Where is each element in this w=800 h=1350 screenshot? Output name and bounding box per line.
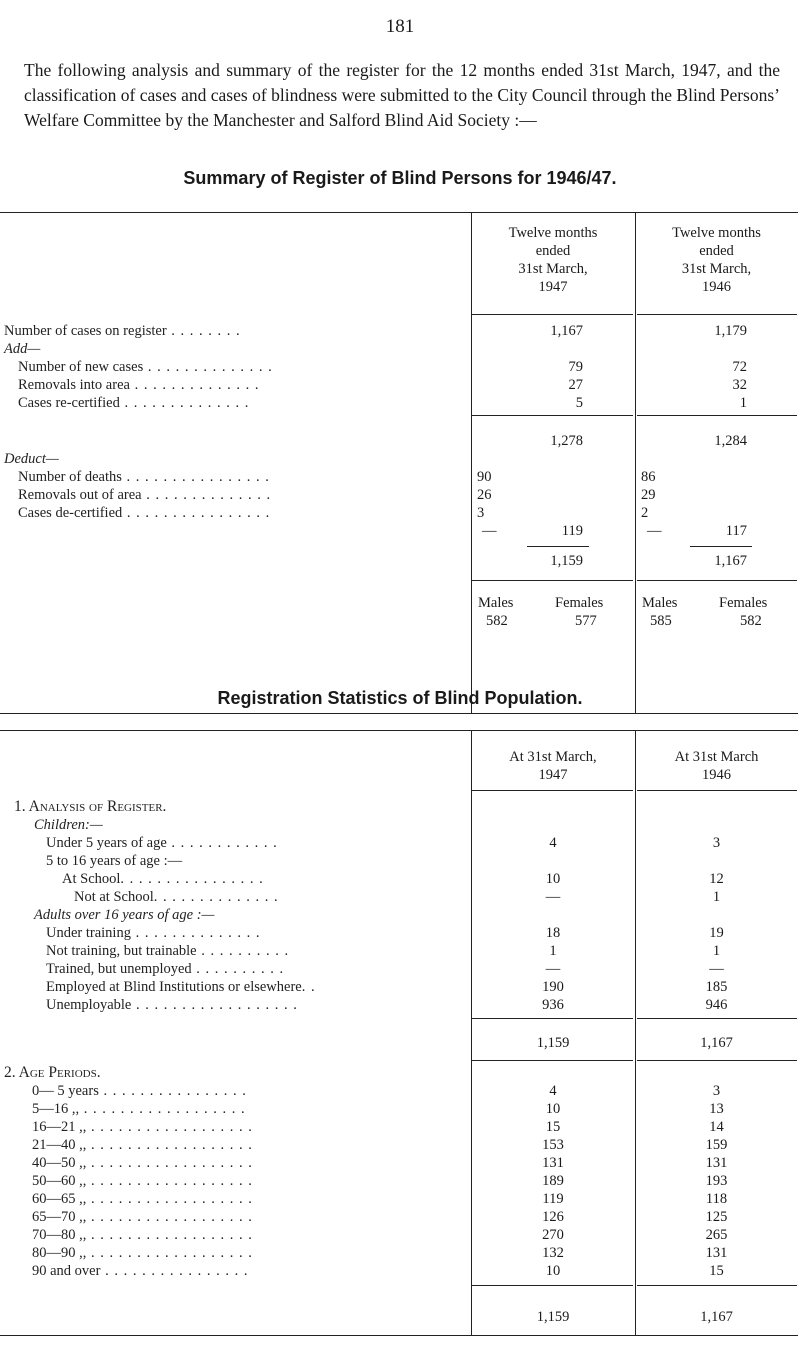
- add-row-1946: 1: [739, 395, 747, 411]
- age-row-label: 40—50 ,, . . . . . . . . . . . . . . . . . .: [32, 1155, 253, 1171]
- section2-rule-2: [637, 1060, 797, 1061]
- add-row-1947: 5: [575, 395, 583, 411]
- registration-col2-header: At 31st March 1946: [674, 749, 759, 783]
- add-label: Add—: [4, 341, 41, 357]
- registration-title: Registration Statistics of Blind Population.: [217, 688, 583, 708]
- total1-rule-1: [471, 1018, 633, 1019]
- adult-row-1946: 1: [712, 943, 721, 959]
- not-school-1946: 1: [712, 889, 721, 905]
- age-row-1947: 10: [545, 1263, 561, 1279]
- age-row-1947: 10: [545, 1101, 561, 1117]
- total-1946: 1,167: [714, 553, 747, 569]
- adult-row-label: Not training, but trainable . . . . . . . . . .: [46, 943, 290, 959]
- age-row-1947: 270: [542, 1227, 564, 1243]
- females-1947: 577: [575, 613, 597, 629]
- age-row-1947: 4: [549, 1083, 557, 1099]
- total1-1946: 1,167: [700, 1035, 733, 1051]
- deduct-label: Deduct—: [4, 451, 59, 467]
- add-row-label: Removals into area . . . . . . . . . . . . . .: [18, 377, 260, 393]
- summary-col2-header: Twelve months ended 31st March, 1946: [672, 225, 761, 295]
- adult-row-label: Unemployable . . . . . . . . . . . . . . . . . .: [46, 997, 298, 1013]
- add-row-1946: 32: [732, 377, 747, 393]
- under5-1947: 4: [549, 835, 557, 851]
- not-school-1947: —: [545, 889, 561, 905]
- deduct-row-1947: 3: [477, 505, 485, 521]
- add-row-1947: 27: [568, 377, 583, 393]
- males-1946: 585: [650, 613, 672, 629]
- age-row-label: 50—60 ,, . . . . . . . . . . . . . . . . . .: [32, 1173, 253, 1189]
- age-row-label: 0— 5 years . . . . . . . . . . . . . . . .: [32, 1083, 247, 1099]
- age-row-label: 65—70 ,, . . . . . . . . . . . . . . . . . .: [32, 1209, 253, 1225]
- adult-row-1946: 19: [709, 925, 724, 941]
- deduct-row-label: Cases de-certified . . . . . . . . . . . . . . . .: [18, 505, 271, 521]
- age-row-1946: 14: [709, 1119, 724, 1135]
- subtotal-1947: 1,278: [550, 433, 583, 449]
- deduct-row-label: Number of deaths . . . . . . . . . . . . . . . .: [18, 469, 270, 485]
- age-row-1947: 15: [545, 1119, 561, 1135]
- summary-title: Summary of Register of Blind Persons for 1946/47.: [183, 168, 617, 188]
- deduct-dash-1946: —: [647, 523, 662, 539]
- sex-header-males-1946: Males: [642, 595, 678, 611]
- deduct-row-1947: 90: [477, 469, 492, 485]
- age-row-1947: 131: [542, 1155, 564, 1171]
- summary-col1-header: Twelve months ended 31st March, 1947: [508, 225, 598, 295]
- males-1947: 582: [486, 613, 508, 629]
- total-1947: 1,159: [550, 553, 583, 569]
- at-school-label: At School. . . . . . . . . . . . . . . .: [62, 871, 264, 887]
- adult-row-1947: —: [545, 961, 561, 977]
- age-row-label: 80—90 ,, . . . . . . . . . . . . . . . . . .: [32, 1245, 253, 1261]
- adults-label: Adults over 16 years of age :—: [34, 907, 215, 923]
- deduct-row-1946: 86: [641, 469, 656, 485]
- section2-rule-1: [471, 1060, 633, 1061]
- total2-1946: 1,167: [700, 1309, 733, 1325]
- age-row-1946: 15: [709, 1263, 724, 1279]
- registration-top-rule: [0, 730, 798, 731]
- age-row-label: 60—65 ,, . . . . . . . . . . . . . . . . . .: [32, 1191, 253, 1207]
- females-1946: 582: [740, 613, 762, 629]
- at-school-1946: 12: [709, 871, 724, 887]
- age-row-1946: 265: [705, 1227, 728, 1243]
- under5-label: Under 5 years of age . . . . . . . . . . . .: [46, 835, 278, 851]
- register-label: Number of cases on register . . . . . . . .: [4, 323, 241, 339]
- adult-row-1946: —: [709, 961, 724, 977]
- age-row-1947: 119: [542, 1191, 564, 1207]
- register-1947: 1,167: [550, 323, 583, 339]
- add-row-1947: 79: [568, 359, 583, 375]
- under5-1946: 3: [712, 835, 721, 851]
- section2-title: 2. Age Periods.: [4, 1064, 101, 1081]
- age-row-1946: 125: [705, 1209, 728, 1225]
- age-row-1946: 13: [709, 1101, 724, 1117]
- add-row-label: Number of new cases . . . . . . . . . . . . . .: [18, 359, 273, 375]
- total2-rule-2: [637, 1285, 797, 1286]
- subtotal-1946: 1,284: [714, 433, 747, 449]
- adult-row-label: Employed at Blind Institutions or elsewhere. .: [46, 979, 316, 995]
- sex-header-males-1947: Males: [478, 595, 514, 611]
- sex-header-females-1946: Females: [719, 595, 768, 611]
- age-row-1947: 132: [542, 1245, 564, 1261]
- registration-header-rule-1: [471, 790, 633, 791]
- deduct-row-1947: 26: [477, 487, 492, 503]
- age-row-1946: 131: [705, 1245, 728, 1261]
- age-row-1946: 131: [705, 1155, 728, 1171]
- registration-bottom-rule: [0, 1335, 798, 1336]
- add-row-label: Cases re-certified . . . . . . . . . . . . . .: [18, 395, 250, 411]
- registration-col1-header: At 31st March, 1947: [509, 749, 597, 783]
- age-row-1946: 3: [712, 1083, 721, 1099]
- age-row-1947: 126: [542, 1209, 564, 1225]
- adult-row-label: Trained, but unemployed . . . . . . . . . .: [46, 961, 285, 977]
- adult-row-1947: 936: [542, 997, 564, 1013]
- add-row-1946: 72: [732, 359, 747, 375]
- at-school-1947: 10: [545, 871, 561, 887]
- total2-1947: 1,159: [536, 1309, 570, 1325]
- age5to16-label: 5 to 16 years of age :—: [46, 853, 183, 869]
- adult-row-1947: 190: [542, 979, 564, 995]
- total2-rule-1: [471, 1285, 633, 1286]
- intro-paragraph: The following analysis and summary of the register for the 12 months ended 31st March, 1947, and the classification of cases and cases of blindness were submitted to the City Council through the Blind Persons’ Welfare Committee by the Manchester and Salford Blind Aid Society :—: [24, 60, 780, 130]
- registration-header-rule-2: [637, 790, 797, 791]
- adult-row-1946: 946: [705, 997, 728, 1013]
- deduct-total-1946: 117: [725, 523, 747, 539]
- age-row-label: 5—16 ,, . . . . . . . . . . . . . . . . . .: [32, 1101, 246, 1117]
- age-row-1947: 189: [542, 1173, 564, 1189]
- age-row-1946: 193: [705, 1173, 728, 1189]
- deduct-row-1946: 29: [641, 487, 656, 503]
- not-school-label: Not at School. . . . . . . . . . . . . .: [74, 889, 279, 905]
- adult-row-1946: 185: [705, 979, 728, 995]
- age-row-1946: 159: [705, 1137, 728, 1153]
- register-1946: 1,179: [714, 323, 747, 339]
- deduct-dash-1947: —: [482, 523, 497, 539]
- section1-title: 1. Analysis of Register.: [14, 798, 167, 815]
- age-row-label: 70—80 ,, . . . . . . . . . . . . . . . . . .: [32, 1227, 253, 1243]
- age-row-label: 21—40 ,, . . . . . . . . . . . . . . . . . .: [32, 1137, 253, 1153]
- deduct-row-label: Removals out of area . . . . . . . . . . . . . .: [18, 487, 272, 503]
- age-row-1947: 153: [542, 1137, 564, 1153]
- adult-row-1947: 18: [545, 925, 561, 941]
- total1-rule-2: [637, 1018, 797, 1019]
- adult-row-1947: 1: [549, 943, 557, 959]
- deduct-row-1946: 2: [641, 505, 649, 521]
- page-number: 181: [385, 16, 415, 37]
- adult-row-label: Under training . . . . . . . . . . . . . .: [46, 925, 261, 941]
- age-row-1946: 118: [705, 1191, 728, 1207]
- children-label: Children:—: [34, 817, 103, 833]
- age-row-label: 16—21 ,, . . . . . . . . . . . . . . . . . .: [32, 1119, 253, 1135]
- sex-header-females-1947: Females: [555, 595, 604, 611]
- deduct-total-1947: 119: [561, 523, 583, 539]
- total1-1947: 1,159: [536, 1035, 570, 1051]
- age-row-label: 90 and over . . . . . . . . . . . . . . . .: [32, 1263, 249, 1279]
